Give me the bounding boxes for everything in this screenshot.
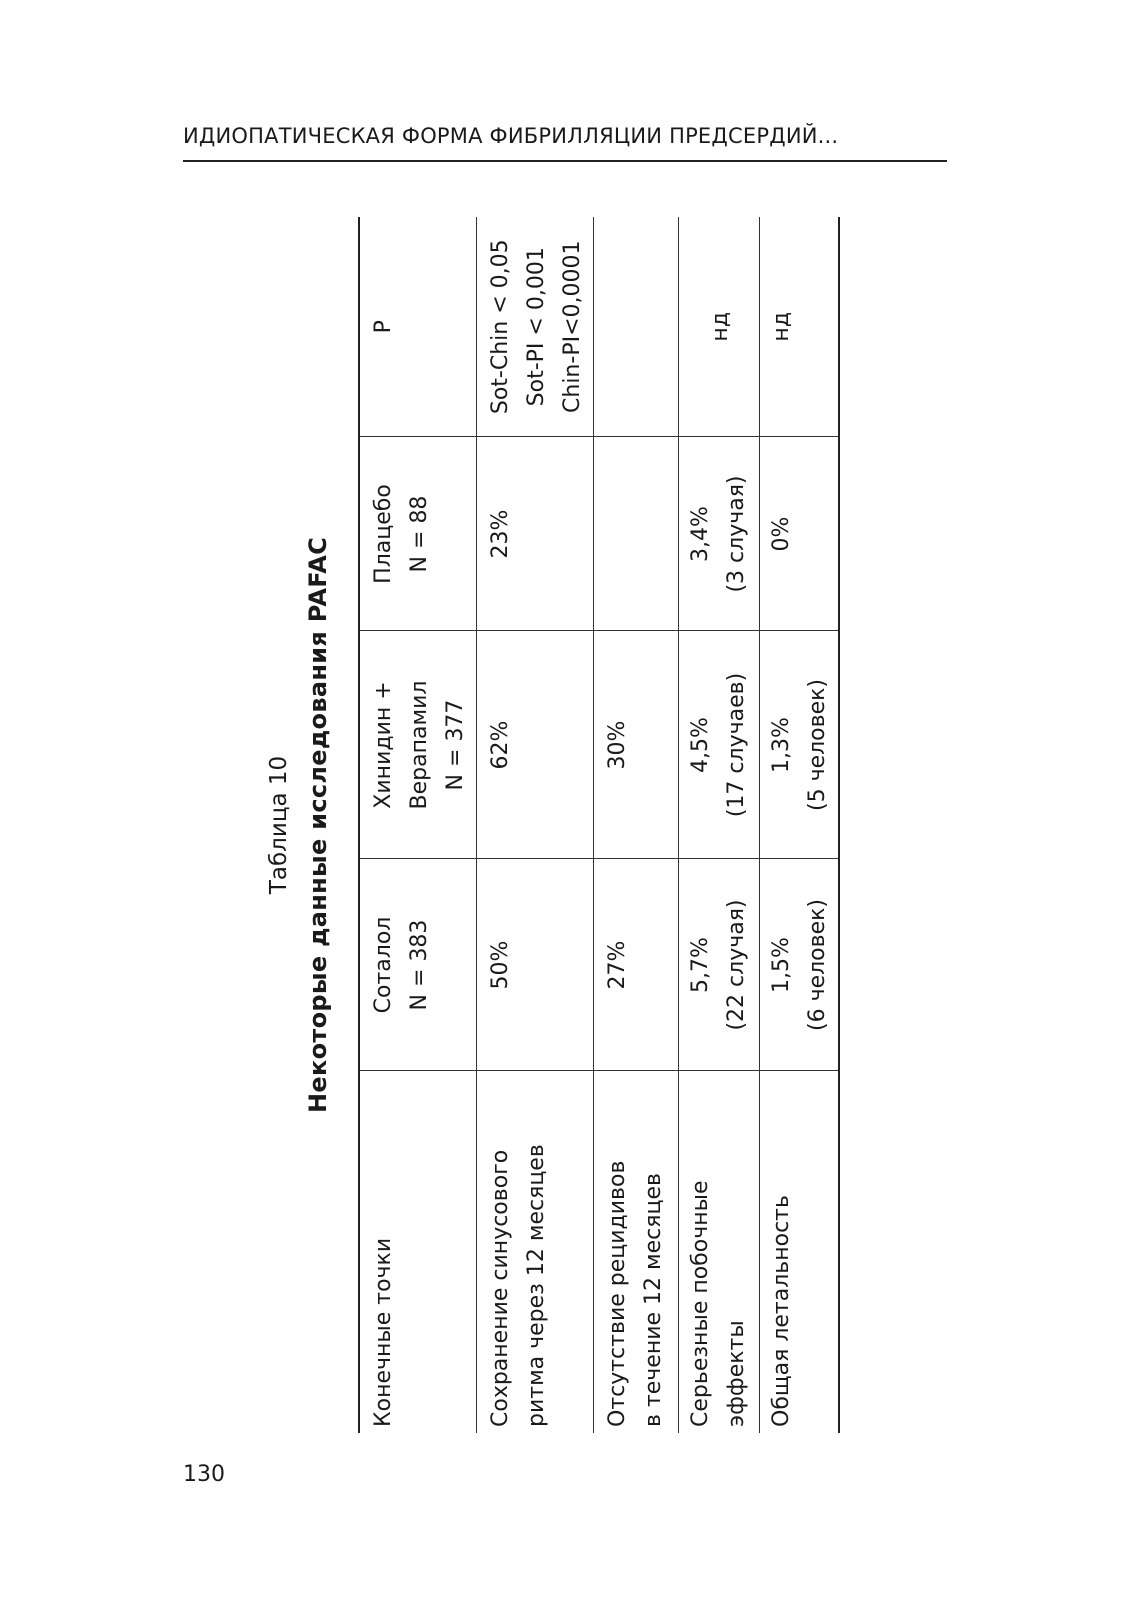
cell-placebo: [594, 437, 679, 631]
table-row: [594, 217, 679, 1433]
cell-quinidine: 1,3% (5 человек): [760, 631, 840, 859]
cell-quinidine: 30%: [594, 631, 679, 859]
table-title: Некоторые данные исследования PAFAC: [304, 537, 332, 1113]
cell-placebo: 3,4% (3 случая): [679, 437, 760, 631]
row-label: Отсутствие рецидивов в течение 12 месяцев: [594, 1071, 679, 1433]
cell-quinidine: 4,5% (17 случаев): [679, 631, 760, 859]
cell-sotalol: 27%: [594, 859, 679, 1071]
cell-quinidine: 62%: [477, 631, 594, 859]
table-row: [760, 217, 840, 1433]
cell-p: Sot-Chin < 0,05 Sot-PI < 0,001 Chin-PI<0,0001: [477, 217, 594, 437]
header-sotalol: Соталол N = 383: [359, 859, 477, 1071]
cell-placebo: 0%: [760, 437, 840, 631]
table-header-row: [359, 217, 477, 1433]
cell-sotalol: 1,5% (6 человек): [760, 859, 840, 1071]
header-placebo: Плацебо N = 88: [359, 437, 477, 631]
page-number: 130: [183, 1462, 225, 1487]
table-row: [679, 217, 760, 1433]
cell-p: нд: [679, 217, 760, 437]
header-rule: [183, 160, 947, 162]
cell-p: нд: [760, 217, 840, 437]
running-header: ИДИОПАТИЧЕСКАЯ ФОРМА ФИБРИЛЛЯЦИИ ПРЕДСЕРДИЙ...: [183, 124, 839, 148]
table-number: Таблица 10: [266, 755, 292, 895]
cell-sotalol: 5,7% (22 случая): [679, 859, 760, 1071]
cell-sotalol: 50%: [477, 859, 594, 1071]
rotated-table-block: [260, 217, 850, 1433]
row-label: Серьезные побочные эффекты: [679, 1071, 760, 1433]
row-label: Сохранение синусового ритма через 12 месяцев: [477, 1071, 594, 1433]
header-quinidine: Хинидин + Верапамил N = 377: [359, 631, 477, 859]
pafac-table: [358, 217, 840, 1433]
header-endpoints: Конечные точки: [359, 1071, 477, 1433]
cell-p: [594, 217, 679, 437]
header-p: P: [359, 217, 477, 437]
row-label: Общая летальность: [760, 1071, 840, 1433]
table-row: [477, 217, 594, 1433]
cell-placebo: 23%: [477, 437, 594, 631]
